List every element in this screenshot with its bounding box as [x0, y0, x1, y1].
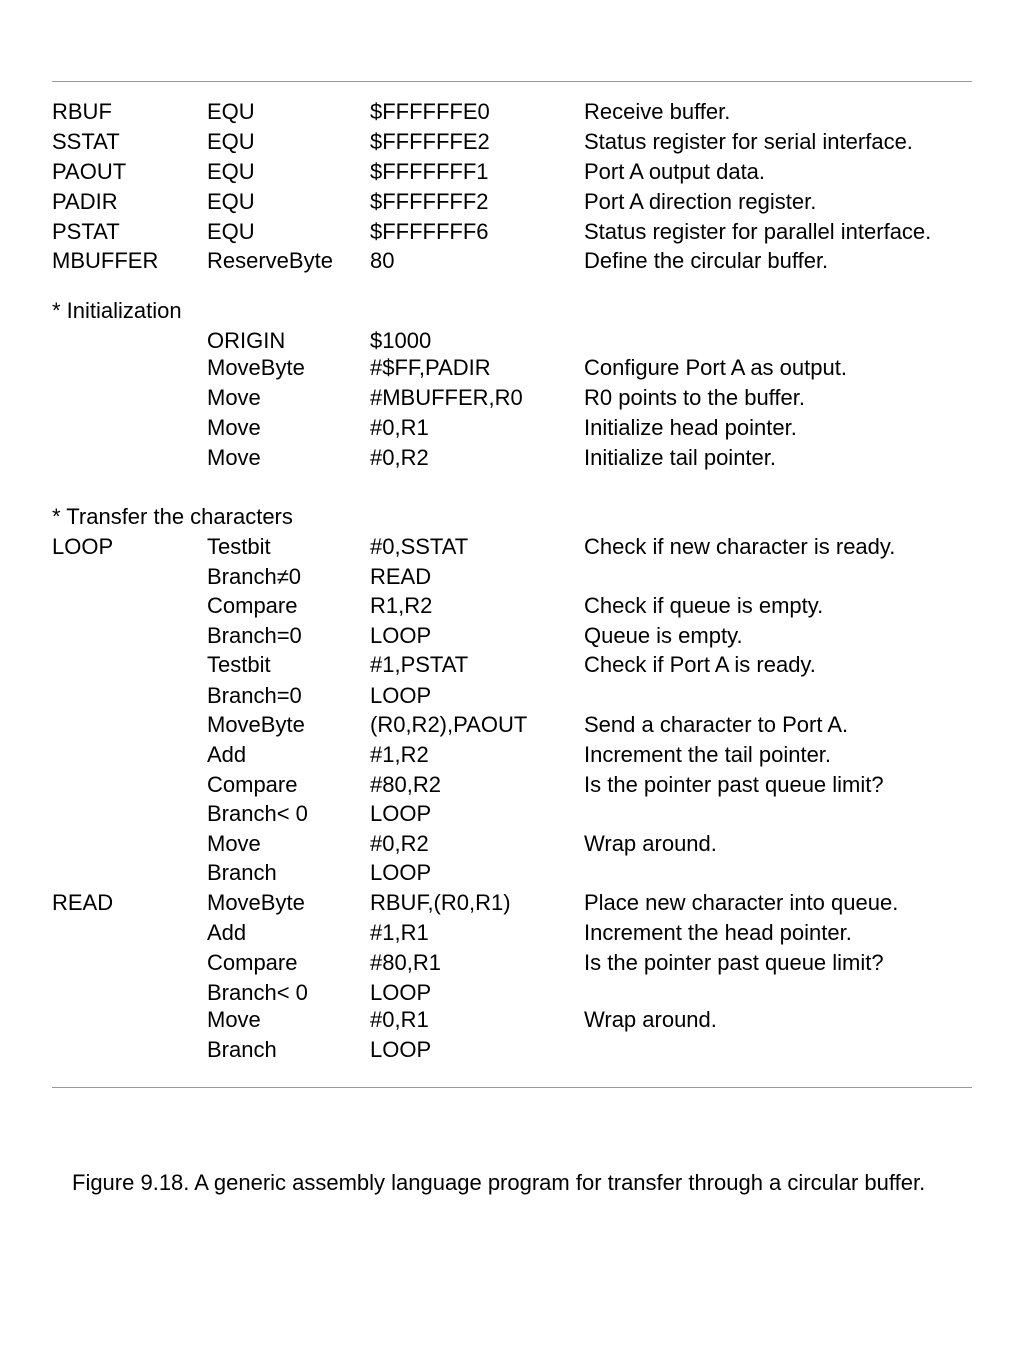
- listing-line: [0, 157, 1024, 187]
- line-opcode: Branch=0: [207, 623, 302, 648]
- listing-line: [0, 502, 1024, 532]
- line-comment: Initialize head pointer.: [584, 415, 797, 440]
- line-label: MBUFFER: [52, 248, 159, 273]
- listing-line: [0, 326, 1024, 356]
- line-operand: #1,PSTAT: [370, 652, 469, 677]
- line-comment: Queue is empty.: [584, 623, 743, 648]
- line-label: PAOUT: [52, 159, 127, 184]
- listing-line: [0, 650, 1024, 680]
- listing-line: [0, 710, 1024, 740]
- line-opcode: EQU: [207, 219, 255, 244]
- line-operand: $FFFFFFF6: [370, 219, 489, 244]
- line-operand: LOOP: [370, 860, 432, 885]
- line-opcode: Move: [207, 1007, 261, 1032]
- line-opcode: EQU: [207, 159, 255, 184]
- listing-line: [0, 443, 1024, 473]
- line-opcode: Branch: [207, 860, 277, 885]
- listing-line: [0, 978, 1024, 1008]
- line-label: PADIR: [52, 189, 118, 214]
- line-opcode: ReserveByte: [207, 248, 333, 273]
- line-opcode: Compare: [207, 950, 298, 975]
- listing-line: [0, 1035, 1024, 1065]
- line-opcode: Move: [207, 831, 261, 856]
- line-operand: (R0,R2),PAOUT: [370, 712, 528, 737]
- bottom-rule: [52, 1087, 972, 1088]
- line-operand: $FFFFFFE2: [370, 129, 490, 154]
- line-opcode: Compare: [207, 593, 298, 618]
- listing-line: [0, 888, 1024, 918]
- line-label: * Transfer the characters: [52, 504, 293, 529]
- line-opcode: Branch: [207, 1037, 277, 1062]
- line-opcode: EQU: [207, 129, 255, 154]
- line-operand: LOOP: [370, 801, 432, 826]
- line-opcode: Move: [207, 415, 261, 440]
- line-comment: Check if new character is ready.: [584, 534, 896, 559]
- listing-line: [0, 562, 1024, 592]
- listing-line: [0, 621, 1024, 651]
- line-operand: LOOP: [370, 683, 432, 708]
- line-operand: READ: [370, 564, 432, 589]
- line-comment: Wrap around.: [584, 831, 717, 856]
- line-label: PSTAT: [52, 219, 120, 244]
- listing-line: [0, 918, 1024, 948]
- line-operand: $FFFFFFF1: [370, 159, 489, 184]
- listing-line: [0, 413, 1024, 443]
- line-operand: $FFFFFFF2: [370, 189, 489, 214]
- line-comment: Receive buffer.: [584, 99, 731, 124]
- line-opcode: EQU: [207, 189, 255, 214]
- line-opcode: Testbit: [207, 652, 271, 677]
- line-label: RBUF: [52, 99, 112, 124]
- line-opcode: MoveByte: [207, 712, 305, 737]
- line-comment: Check if queue is empty.: [584, 593, 824, 618]
- listing-line: [0, 829, 1024, 859]
- line-comment: Check if Port A is ready.: [584, 652, 816, 677]
- line-operand: #$FF,PADIR: [370, 355, 491, 380]
- line-opcode: Add: [207, 742, 247, 767]
- line-operand: #80,R1: [370, 950, 441, 975]
- line-comment: Increment the tail pointer.: [584, 742, 832, 767]
- listing-line: [0, 948, 1024, 978]
- line-comment: Place new character into queue.: [584, 890, 899, 915]
- line-operand: #1,R2: [370, 742, 429, 767]
- line-operand: $1000: [370, 328, 432, 353]
- line-comment: Port A direction register.: [584, 189, 817, 214]
- listing-line: [0, 532, 1024, 562]
- line-operand: LOOP: [370, 623, 432, 648]
- line-operand: #0,R2: [370, 445, 429, 470]
- line-comment: Send a character to Port A.: [584, 712, 849, 737]
- line-operand: #0,SSTAT: [370, 534, 469, 559]
- listing-line: [0, 127, 1024, 157]
- line-operand: #0,R2: [370, 831, 429, 856]
- line-opcode: Move: [207, 385, 261, 410]
- line-opcode: ORIGIN: [207, 328, 286, 353]
- line-operand: #MBUFFER,R0: [370, 385, 523, 410]
- listing-line: [0, 217, 1024, 247]
- line-comment: Status register for parallel interface.: [584, 219, 932, 244]
- listing-line: [0, 97, 1024, 127]
- line-comment: Is the pointer past queue limit?: [584, 772, 884, 797]
- line-opcode: MoveByte: [207, 355, 305, 380]
- line-opcode: EQU: [207, 99, 255, 124]
- line-opcode: Add: [207, 920, 247, 945]
- line-operand: LOOP: [370, 1037, 432, 1062]
- listing-line: [0, 858, 1024, 888]
- line-operand: 80: [370, 248, 395, 273]
- line-opcode: Move: [207, 445, 261, 470]
- figure-caption: Figure 9.18. A generic assembly language program for transfer through a circular buffer.: [72, 1170, 926, 1195]
- line-operand: #0,R1: [370, 415, 429, 440]
- listing-line: [0, 681, 1024, 711]
- line-comment: Is the pointer past queue limit?: [584, 950, 884, 975]
- line-opcode: Branch< 0: [207, 980, 308, 1005]
- line-operand: R1,R2: [370, 593, 433, 618]
- line-comment: Increment the head pointer.: [584, 920, 852, 945]
- line-comment: Wrap around.: [584, 1007, 717, 1032]
- line-opcode: MoveByte: [207, 890, 305, 915]
- listing-line: [0, 383, 1024, 413]
- line-comment: Initialize tail pointer.: [584, 445, 776, 470]
- line-label: SSTAT: [52, 129, 120, 154]
- line-operand: $FFFFFFE0: [370, 99, 490, 124]
- line-comment: Configure Port A as output.: [584, 355, 847, 380]
- line-operand: #1,R1: [370, 920, 429, 945]
- line-operand: #0,R1: [370, 1007, 429, 1032]
- listing-line: [0, 187, 1024, 217]
- line-opcode: Branch< 0: [207, 801, 308, 826]
- line-label: READ: [52, 890, 114, 915]
- listing-line: [0, 740, 1024, 770]
- listing-line: [0, 353, 1024, 383]
- listing-line: [0, 1005, 1024, 1035]
- listing-line: [0, 770, 1024, 800]
- line-label: LOOP: [52, 534, 114, 559]
- line-operand: RBUF,(R0,R1): [370, 890, 511, 915]
- line-opcode: Branch=0: [207, 683, 302, 708]
- line-comment: Define the circular buffer.: [584, 248, 829, 273]
- line-opcode: Branch≠0: [207, 564, 302, 589]
- line-comment: Port A output data.: [584, 159, 766, 184]
- line-comment: R0 points to the buffer.: [584, 385, 805, 410]
- listing-line: [0, 296, 1024, 326]
- line-operand: #80,R2: [370, 772, 441, 797]
- line-opcode: Testbit: [207, 534, 271, 559]
- listing-line: [0, 591, 1024, 621]
- listing-line: [0, 799, 1024, 829]
- top-rule: [52, 81, 972, 82]
- line-label: * Initialization: [52, 298, 182, 323]
- line-opcode: Compare: [207, 772, 298, 797]
- line-operand: LOOP: [370, 980, 432, 1005]
- listing-line: [0, 246, 1024, 276]
- line-comment: Status register for serial interface.: [584, 129, 913, 154]
